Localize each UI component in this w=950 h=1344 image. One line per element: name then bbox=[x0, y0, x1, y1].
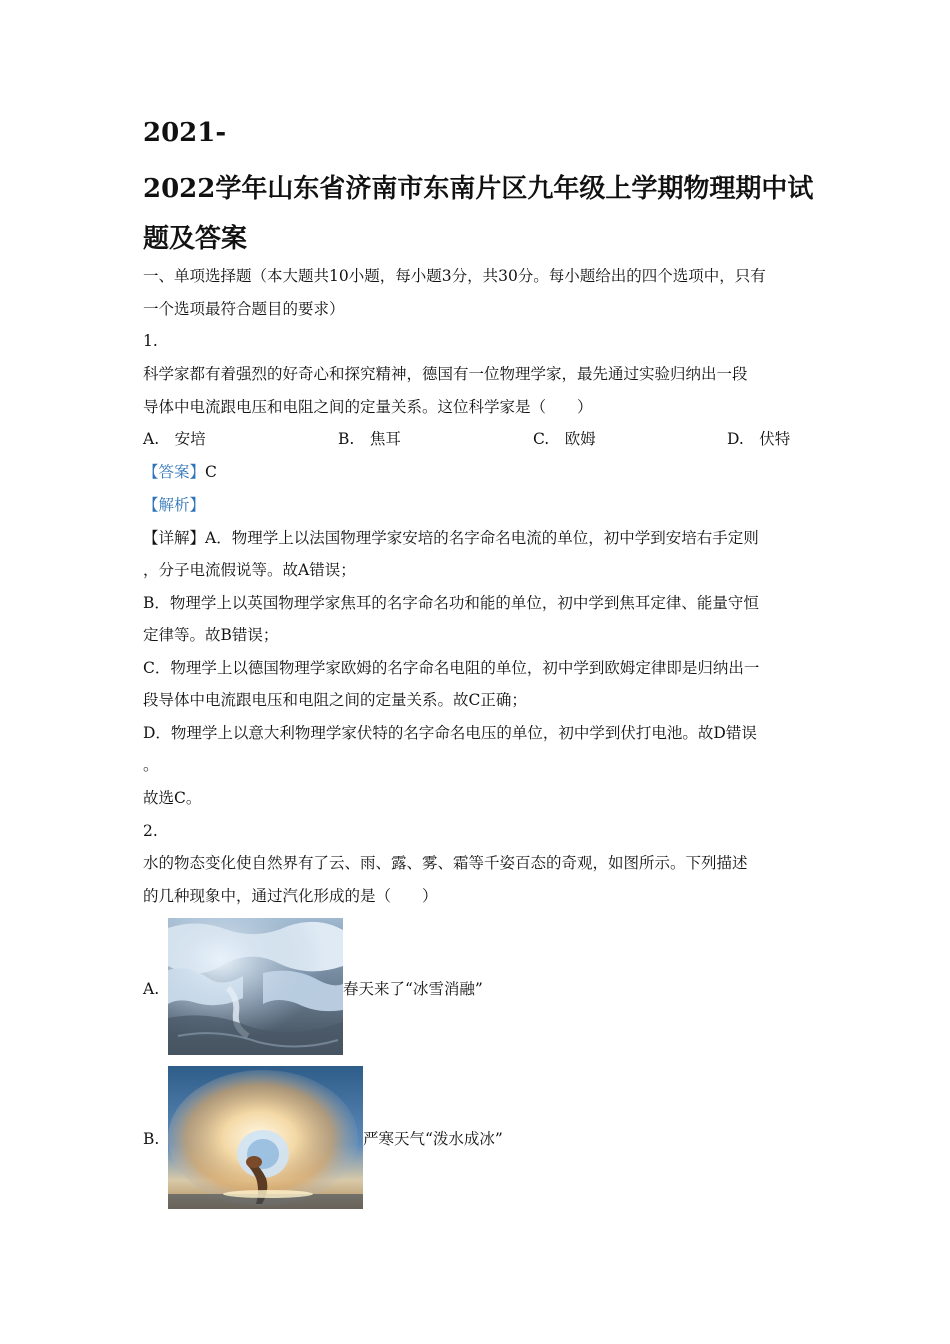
question-2-option-b-label: B. bbox=[143, 1130, 160, 1148]
section-heading-line-2: 一个选项最符合题目的要求） bbox=[143, 300, 345, 318]
question-1-stem-line-2: 导体中电流跟电压和电阻之间的定量关系。这位科学家是（ ） bbox=[143, 398, 593, 416]
question-2-stem-line-1: 水的物态变化使自然界有了云、雨、露、雾、霜等千姿百态的奇观，如图所示。下列描述 bbox=[143, 854, 748, 872]
question-2-option-a-caption: 春天来了“冰雪消融” bbox=[343, 980, 483, 998]
question-1-answer bbox=[143, 461, 217, 483]
detail-line-2: ，分子电流假说等。故A错误； bbox=[143, 561, 356, 579]
question-2-option-b-caption: 严寒天气“泼水成冰” bbox=[363, 1130, 503, 1148]
question-1-option-b: B. 焦耳 bbox=[338, 430, 401, 448]
question-1-option-d: D. 伏特 bbox=[727, 430, 791, 448]
detail-line-5: C．物理学上以德国物理学家欧姆的名字命名电阻的单位，初中学到欧姆定律即是归纳出一 bbox=[143, 659, 760, 677]
answer-value: C bbox=[205, 463, 217, 481]
question-1-stem-line-1: 科学家都有着强烈的好奇心和探究精神，德国有一位物理学家，最先通过实验归纳出一段 bbox=[143, 365, 748, 383]
section-heading-line-1: 一、单项选择题（本大题共10小题，每小题3分，共30分。每小题给出的四个选项中，只有 bbox=[143, 267, 766, 285]
answer-tag: 【答案】 bbox=[143, 463, 206, 481]
water-to-ice-illustration bbox=[168, 1066, 363, 1209]
analysis-tag: 【解析】 bbox=[143, 496, 206, 514]
detail-line-3: B．物理学上以英国物理学家焦耳的名字命名功和能的单位，初中学到焦耳定律、能量守恒 bbox=[143, 594, 759, 612]
question-2-stem-line-2: 的几种现象中，通过汽化形成的是（ ） bbox=[143, 887, 438, 905]
question-1-option-a: A. 安培 bbox=[143, 430, 206, 448]
detail-line-8: 。 bbox=[143, 756, 159, 774]
doc-title-line-1: 2021- bbox=[143, 118, 227, 148]
melting-ice-illustration bbox=[168, 918, 343, 1055]
question-2-number: 2. bbox=[143, 822, 158, 840]
melting-ice-photo bbox=[168, 918, 343, 1055]
doc-title-line-2: 2022学年山东省济南市东南片区九年级上学期物理期中试 bbox=[143, 174, 814, 204]
question-1-option-c: C. 欧姆 bbox=[533, 430, 596, 448]
detail-line-6: 段导体中电流跟电压和电阻之间的定量关系。故C正确； bbox=[143, 691, 527, 709]
detail-line-1: 【详解】A．物理学上以法国物理学家安培的名字命名电流的单位，初中学到安培右手定则 bbox=[143, 529, 759, 547]
water-to-ice-photo bbox=[168, 1066, 363, 1209]
question-1-number: 1. bbox=[143, 332, 158, 350]
question-2-option-a-label: A. bbox=[143, 980, 160, 998]
detail-line-9: 故选C。 bbox=[143, 789, 202, 807]
detail-line-7: D．物理学上以意大利物理学家伏特的名字命名电压的单位，初中学到伏打电池。故D错误 bbox=[143, 724, 757, 742]
detail-line-4: 定律等。故B错误； bbox=[143, 626, 279, 644]
doc-title-line-3: 题及答案 bbox=[143, 224, 248, 254]
